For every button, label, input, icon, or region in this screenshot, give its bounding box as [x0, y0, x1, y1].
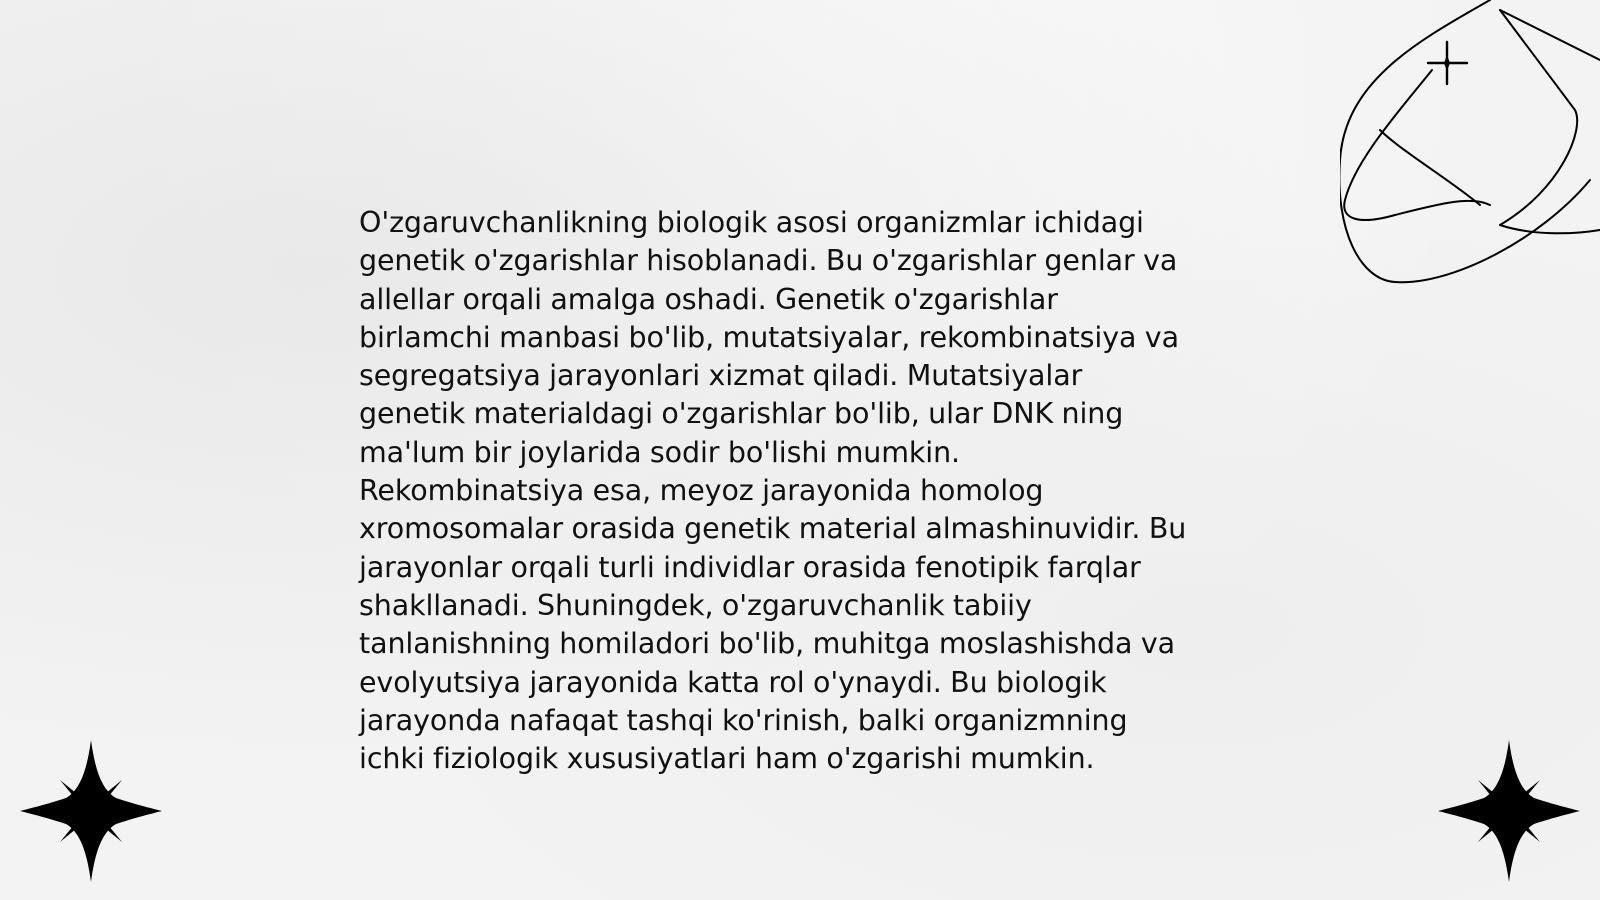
body-paragraph: O'zgaruvchanlikning biologik asosi organizmlar ichidagi genetik o'zgarishlar hisoblanadi. Bu o'zgarishlar genlar va allellar orqali amalga oshadi. Genetik o'zgarishlar birlamchi manbasi bo'lib, mutatsiyalar, rekombinatsiya va segregatsiya jarayonlari xizmat qiladi. Mutatsiyalar genetik materialdagi o'zgarishlar bo'lib, ular DNK ning ma'lum bir joylarida sodir bo'lishi mumkin. Rekombinatsiya esa, meyoz jarayonida homolog xromosomalar orasida genetik material almashinuvidir. Bu jarayonlar orqali turli individlar orasida fenotipik farqlar shakllanadi. Shuningdek, o'zgaruvchanlik tabiiy tanlanishning homiladori bo'lib, muhitga moslashishda va evolyutsiya jarayonida katta rol o'ynaydi. Bu biologik jarayonda nafaqat tashqi ko'rinish, balki organizmning ichki fiziologik xususiyatlari ham o'zgarishi mumkin.: [359, 206, 1187, 776]
four-point-star-icon: [1438, 740, 1580, 882]
four-point-star-icon: [20, 740, 162, 882]
orbit-lines-sparkle-icon: [1340, 0, 1600, 290]
